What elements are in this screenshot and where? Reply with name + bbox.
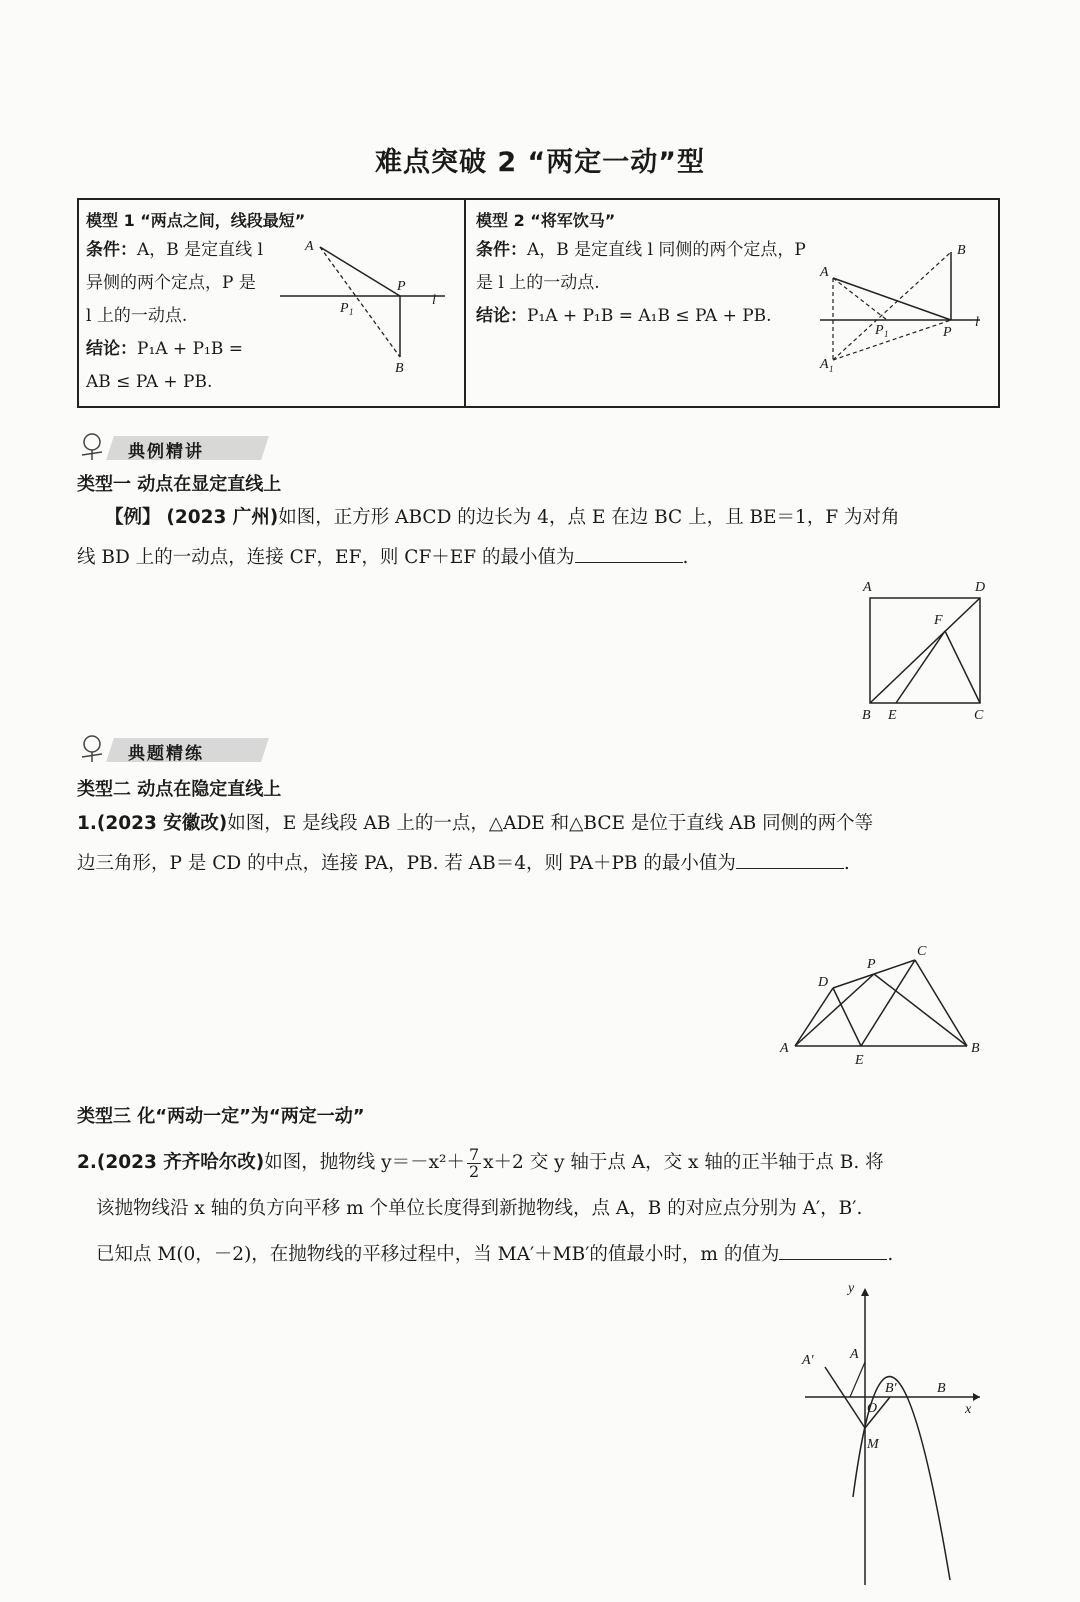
- badge-label: 典例精讲: [128, 442, 204, 462]
- q1-number: 1.: [77, 813, 97, 834]
- model1-cond-text: A，B 是定直线 l 异侧的两个定点，P 是 l 上的一动点.: [86, 240, 264, 326]
- model2-cond-text: A，B 是定直线 l 同侧的两个定点，P 是 l 上的一动点.: [476, 240, 806, 293]
- example-line2: 线 BD 上的一动点，连接 CF，EF，则 CF＋EF 的最小值为: [77, 547, 575, 568]
- model2-heading: 模型 2 “将军饮马”: [476, 211, 616, 230]
- q1-line2: 边三角形，P 是 CD 的中点，连接 PA，PB. 若 AB＝4，则 PA＋PB 的最小值为: [77, 853, 736, 874]
- label-P1: P: [875, 323, 884, 338]
- q2-line1-pre: 如图，抛物线 y＝－x²＋: [264, 1152, 465, 1173]
- q1-source: (2023 安徽改): [96, 813, 228, 834]
- label-B: B: [395, 361, 404, 376]
- label-A1: A: [820, 357, 829, 372]
- segment-A1B: [833, 252, 951, 360]
- label-B-prime: B′: [885, 1381, 897, 1396]
- segment-PA: [795, 974, 874, 1046]
- q1-end: .: [843, 853, 850, 874]
- section-badge-examples: [76, 430, 276, 464]
- example-problem: [77, 498, 1002, 578]
- label-B: B: [957, 243, 966, 258]
- segment-AP: [833, 278, 951, 320]
- example-line1: 如图，正方形 ABCD 的边长为 4，点 E 在边 BC 上，且 BE＝1，F 为对角: [278, 507, 900, 528]
- label-P: P: [397, 279, 406, 294]
- label-A-prime: A′: [802, 1353, 814, 1368]
- model2-concl-text: P₁A + P₁B = A₁B ≤ PA + PB.: [527, 306, 772, 326]
- q2-line3: 已知点 M(0，－2)，在抛物线的平移过程中，当 MA′＋MB′的值最小时，m 的值为: [96, 1244, 780, 1265]
- frac-numerator: 7: [468, 1144, 480, 1164]
- type1-heading: 类型一 动点在显定直线上: [77, 474, 282, 495]
- segment-A-left: [850, 1362, 865, 1397]
- label-x: x: [965, 1402, 972, 1417]
- question-1: [77, 804, 1002, 884]
- label-P1-sub: 1: [349, 307, 354, 317]
- label-P1-sub: 1: [884, 329, 889, 339]
- label-A: A: [863, 580, 872, 595]
- q2-end: .: [887, 1244, 894, 1265]
- label-D: D: [818, 975, 829, 990]
- label-E: E: [855, 1053, 864, 1068]
- label-l: l: [432, 293, 436, 308]
- frac-denominator: 2: [468, 1161, 480, 1181]
- label-D: D: [975, 580, 986, 595]
- segment-PB: [874, 974, 967, 1046]
- label-F: F: [934, 613, 943, 628]
- label-A: A: [305, 239, 314, 254]
- label-A1-sub: 1: [829, 364, 834, 374]
- q2-line2: 该抛物线沿 x 轴的负方向平移 m 个单位长度得到新抛物线，点 A，B 的对应点分别为 A′，B′.: [96, 1198, 863, 1219]
- label-O: O: [867, 1401, 878, 1416]
- example-source: (2023 广州): [166, 507, 279, 528]
- example-tag: 【例】: [105, 507, 161, 528]
- label-y: y: [848, 1281, 855, 1296]
- label-P: P: [943, 325, 952, 340]
- model1-figure: [275, 232, 455, 377]
- q2-figure: [790, 1280, 990, 1590]
- q1-figure: [775, 940, 990, 1075]
- type3-heading: 类型三 化“两动一定”为“两定一动”: [77, 1106, 365, 1127]
- segment-AP1: [833, 278, 887, 320]
- label-M: M: [867, 1437, 879, 1452]
- q2-line1-post: x＋2 交 y 轴于点 A，交 x 轴的正半轴于点 B. 将: [483, 1152, 884, 1173]
- answer-blank[interactable]: [736, 846, 844, 869]
- label-P1: P: [340, 301, 349, 316]
- section-badge-practice: [76, 732, 276, 766]
- label-E: E: [888, 708, 897, 723]
- label-A: A: [820, 265, 829, 280]
- label-A: A: [850, 1347, 859, 1362]
- label-B: B: [862, 708, 871, 723]
- model2-cond-label: 条件：: [476, 240, 527, 260]
- segment-AB-dashed: [320, 247, 400, 357]
- segment-EC: [861, 960, 915, 1046]
- model1-cond-label: 条件：: [86, 240, 137, 260]
- label-P: P: [867, 957, 876, 972]
- segment-CB: [915, 960, 967, 1046]
- page-title: 难点突破 2 “两定一动”型: [374, 147, 706, 178]
- model2-concl-label: 结论：: [476, 306, 527, 326]
- badge-label: 典题精练: [128, 744, 204, 764]
- fraction-7-2: [467, 1144, 481, 1181]
- model-divider: [464, 198, 466, 408]
- label-A: A: [780, 1041, 789, 1056]
- model2-text: [476, 234, 806, 333]
- q1-line1: 如图，E 是线段 AB 上的一点，△ADE 和△BCE 是位于直线 AB 同侧的两个等: [227, 813, 874, 834]
- model1-concl-label: 结论：: [86, 339, 137, 359]
- label-B: B: [937, 1381, 946, 1396]
- segment-FE: [896, 631, 945, 703]
- model1-concl-text: P₁A + P₁B = AB ≤ PA + PB.: [86, 339, 243, 392]
- label-l: l: [975, 315, 979, 330]
- segment-DE: [833, 988, 861, 1046]
- example-figure: [860, 578, 1010, 728]
- model1-heading: 模型 1 “两点之间，线段最短”: [86, 211, 306, 230]
- label-C: C: [974, 708, 984, 723]
- q2-number: 2.: [77, 1152, 97, 1173]
- q2-source: (2023 齐齐哈尔改): [96, 1152, 265, 1173]
- question-2: [77, 1140, 1002, 1278]
- segment-A1P: [833, 320, 951, 360]
- answer-blank[interactable]: [779, 1237, 887, 1260]
- label-C: C: [917, 944, 927, 959]
- label-B: B: [971, 1041, 980, 1056]
- answer-blank[interactable]: [575, 540, 683, 563]
- example-end: .: [682, 547, 689, 568]
- type2-heading: 类型二 动点在隐定直线上: [77, 779, 282, 800]
- segment-AP: [320, 247, 400, 296]
- segment-FC: [945, 631, 980, 703]
- model2-figure: [815, 238, 995, 383]
- diagonal-BD: [870, 598, 980, 703]
- model1-text: [86, 234, 266, 399]
